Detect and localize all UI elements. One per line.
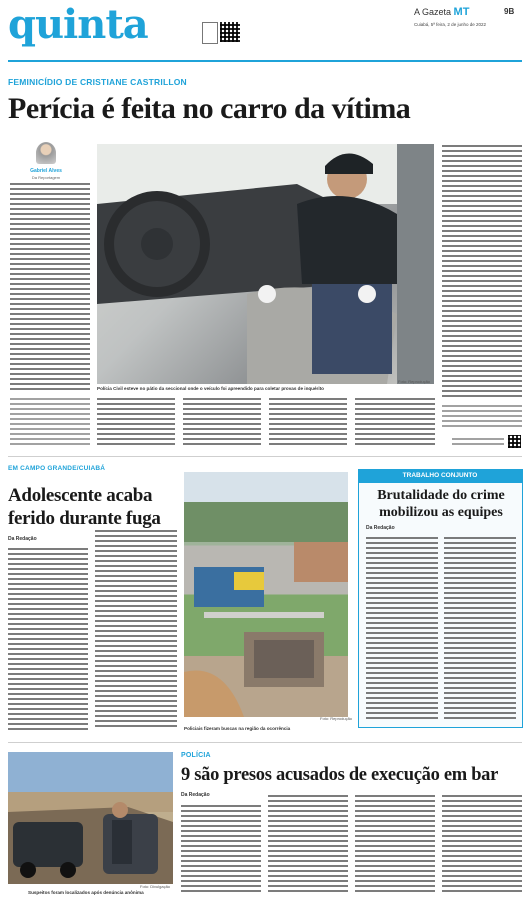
section-divider [8, 742, 522, 743]
second-headline-2: ferido durante fuga [8, 508, 161, 529]
arrest-scene-illustration [8, 752, 173, 884]
qr-caption [452, 438, 504, 446]
second-body-col1 [8, 548, 88, 733]
date-line: Cuiabá, 5ª feira, 2 de junho de 2022 [414, 22, 486, 27]
phone-icon [202, 22, 218, 44]
sidebar-tag: TRABALHO CONJUNTO [358, 469, 522, 483]
sidebar-body-col1 [366, 537, 438, 722]
second-headline-1: Adolescente acaba [8, 485, 153, 506]
main-body-col5 [355, 398, 435, 448]
author-avatar [36, 142, 56, 164]
bottom-byline: Da Redação [181, 792, 210, 798]
page-number: 9B [504, 7, 515, 16]
bottom-kicker: POLÍCIA [181, 752, 211, 759]
aerial-photo-credit: Foto: Reprodução [320, 716, 353, 721]
aerial-photo [184, 472, 348, 717]
section-divider [8, 456, 522, 457]
second-kicker: EM CAMPO GRANDE/CUIABÁ [8, 465, 106, 472]
main-body-col4 [269, 398, 347, 448]
sidebar-headline: Brutalidade do crime mobilizou as equipes [377, 488, 505, 520]
main-body-col1 [10, 183, 90, 393]
main-kicker: FEMINICÍDIO DE CRISTIANE CASTRILLON [8, 77, 187, 87]
main-photo-caption: Polícia Civil esteve no pátio da seccional onde o veículo foi apreendido para coletar provas de inquérito [97, 386, 324, 391]
masthead-info [172, 20, 202, 44]
main-body-col6 [442, 145, 522, 400]
author-name: Gabriel Alves [30, 168, 62, 174]
sidebar-body-col2 [444, 537, 516, 722]
main-photo-credit: Foto: Reprodução [398, 379, 431, 384]
car-interior-illustration [97, 144, 434, 384]
brand-logo [414, 6, 469, 18]
main-photo [97, 144, 434, 384]
bottom-photo-caption: Suspeitos foram localizados após denúncia anônima [28, 890, 144, 895]
brand-suffix: MT [453, 6, 470, 18]
brand-prefix: A Gazeta [414, 7, 452, 17]
sidebar-byline: Da Redação [366, 525, 395, 531]
aerial-photo-caption: Policiais fizeram buscas na região da ocorrência [184, 726, 291, 731]
bottom-photo-credit: Foto: Divulgação [140, 884, 171, 889]
bottom-photo [8, 752, 173, 884]
second-body-col2 [95, 530, 177, 730]
main-body-col3 [183, 398, 261, 448]
main-body-col2 [97, 398, 175, 448]
bottom-body-col1 [181, 805, 261, 893]
section-title: quinta [8, 1, 148, 48]
qr-code-icon[interactable] [508, 435, 521, 448]
main-body-col6b [442, 405, 522, 430]
qr-code-icon[interactable] [220, 22, 240, 42]
author-role: Da Reportagem [31, 175, 61, 180]
second-byline: Da Redação [8, 536, 37, 542]
bottom-body-col4 [442, 795, 522, 893]
main-body-col1b [10, 398, 90, 448]
main-headline: Perícia é feita no carro da vítima [8, 92, 411, 125]
aerial-view-illustration [184, 472, 348, 717]
bottom-body-col3 [355, 795, 435, 893]
bottom-body-col2 [268, 795, 348, 893]
bottom-headline: 9 são presos acusados de execução em bar [181, 765, 499, 785]
masthead-rule [8, 60, 522, 62]
